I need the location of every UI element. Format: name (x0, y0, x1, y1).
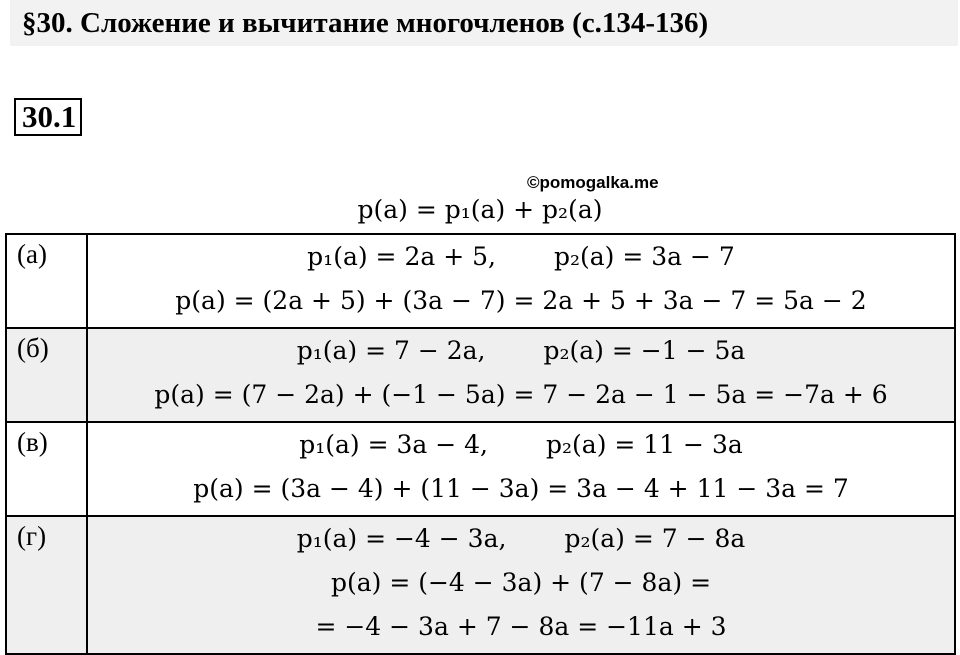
table-row (6, 516, 955, 654)
section-header (10, 0, 958, 46)
row-label: (б) (6, 328, 87, 422)
polynomials-line (88, 423, 954, 467)
p1-definition: p₁(a) = −4 − 3a, (296, 524, 507, 553)
polynomials-line (88, 235, 954, 279)
sum-line: p(a) = (2a + 5) + (3a − 7) = 2a + 5 + 3a − 7 = 5a − 2 (175, 286, 867, 315)
polynomials-line (88, 517, 954, 561)
row-label: (в) (6, 422, 87, 516)
row-label: (г) (6, 516, 87, 654)
table-row (6, 234, 955, 328)
main-formula: p(a) = p₁(a) + p₂(a) (357, 195, 603, 224)
row-expressions (87, 422, 955, 516)
p2-definition: p₂(a) = 11 − 3a (546, 430, 743, 459)
watermark: ©pomogalka.me (527, 173, 659, 192)
p2-definition: p₂(a) = 3a − 7 (553, 242, 735, 271)
sum-line: p(a) = (−4 − 3a) + (7 − 8a) = (330, 568, 712, 597)
p2-definition: p₂(a) = −1 − 5a (543, 336, 746, 365)
row-expressions (87, 516, 955, 654)
row-expressions (87, 234, 955, 328)
row-expressions (87, 328, 955, 422)
p1-definition: p₁(a) = 3a − 4, (299, 430, 489, 459)
task-number: 30.1 (14, 98, 82, 136)
sum-line-continued: = −4 − 3a + 7 − 8a = −11a + 3 (315, 612, 727, 641)
sum-line: p(a) = (3a − 4) + (11 − 3a) = 3a − 4 + 11 − 3a = 7 (193, 474, 849, 503)
table-row (6, 422, 955, 516)
p1-definition: p₁(a) = 2a + 5, (307, 242, 496, 271)
polynomials-line (88, 329, 954, 373)
row-label: (а) (6, 234, 87, 328)
section-title: §30. Сложение и вычитание многочленов (с.134-136) (22, 7, 709, 39)
table-row (6, 328, 955, 422)
sum-line: p(a) = (7 − 2a) + (−1 − 5a) = 7 − 2a − 1 − 5a = −7a + 6 (154, 380, 888, 409)
p2-definition: p₂(a) = 7 − 8a (564, 524, 746, 553)
solution-table (5, 233, 956, 655)
p1-definition: p₁(a) = 7 − 2a, (296, 336, 486, 365)
